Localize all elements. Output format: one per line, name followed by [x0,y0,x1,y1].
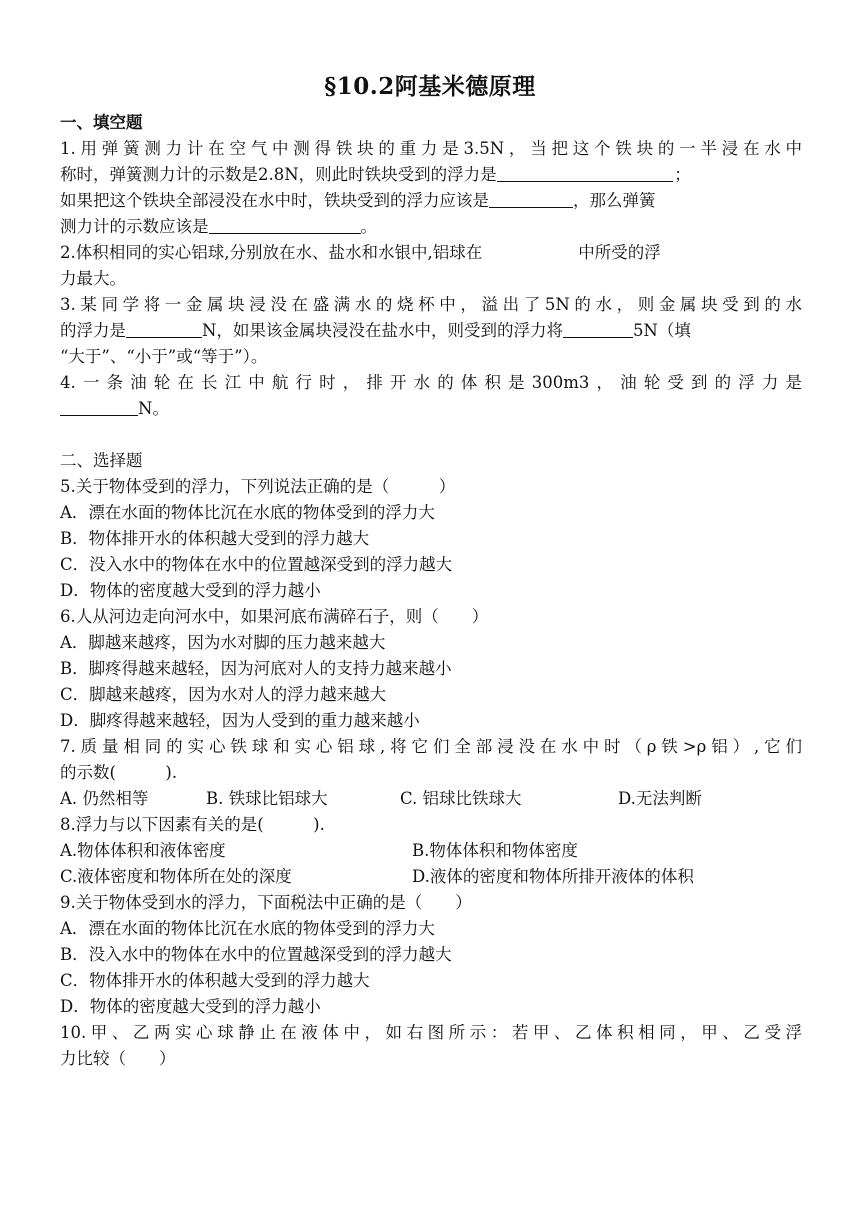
q3-line-3: “大于”、“小于”或“等于”）。 [60,347,268,366]
q6-stem: 6.人从河边走向河水中，如果河底布满碎石子，则（ ） [60,607,489,626]
q7-option-b[interactable]: B. 铁球比铝球大 [206,789,328,808]
q5-option-c[interactable]: C．没入水中的物体在水中的位置越深受到的浮力越大 [60,555,453,574]
q8-stem: 8.浮力与以下因素有关的是( ). [60,815,325,834]
answer-blank[interactable] [60,399,138,416]
document-body [60,110,802,1072]
q2-line-1: 2.体积相同的实心铝球,分别放在水、盐水和水银中,铝球在 中所受的浮 [60,243,661,262]
q5-option-a[interactable]: A．漂在水面的物体比沉在水底的物体受到的浮力大 [60,503,435,522]
q4-line-2: N。 [60,396,802,422]
answer-blank[interactable] [126,321,202,338]
q3-line-1: 3.某同学将一金属块浸没在盛满水的烧杯中，溢出了5N的水，则金属块受到的水 [60,295,802,314]
q10-line-1: 10.甲、乙两实心球静止在液体中，如右图所示：若甲、乙体积相同，甲、乙受浮 [60,1023,802,1042]
q5-stem: 5.关于物体受到的浮力，下列说法正确的是（ ） [60,477,456,496]
answer-blank[interactable] [489,191,573,208]
q8-option-d[interactable]: D.液体的密度和物体所排开液体的体积 [412,867,694,886]
section-heading-choice: 二、选择题 [60,451,143,470]
q9-option-a[interactable]: A．漂在水面的物体比沉在水底的物体受到的浮力大 [60,919,435,938]
q8-option-c[interactable]: C.液体密度和物体所在处的深度 [60,867,292,886]
q1-line-2: 称时，弹簧测力计的示数是2.8N，则此时铁块受到的浮力是 ； [60,165,691,184]
q3-line-2: 的浮力是 N，如果该金属块浸没在盐水中，则受到的浮力将 5N（填 [60,321,691,340]
q5-option-d[interactable]: D．物体的密度越大受到的浮力越小 [60,581,321,600]
q7-options [60,786,802,812]
q1-line-4: 测力计的示数应该是 。 [60,217,377,236]
q6-option-c[interactable]: C．脚越来越疼，因为水对人的浮力越来越大 [60,685,387,704]
section-heading-fill-in: 一、填空题 [60,113,143,132]
q9-option-c[interactable]: C．物体排开水的体积越大受到的浮力越大 [60,971,370,990]
answer-blank[interactable] [497,165,673,182]
q9-option-b[interactable]: B．没入水中的物体在水中的位置越深受到的浮力越大 [60,945,452,964]
q9-option-d[interactable]: D．物体的密度越大受到的浮力越小 [60,997,321,1016]
q8-option-a[interactable]: A.物体体积和液体密度 [60,841,226,860]
q8-options-row-2 [60,864,802,890]
q7-stem-line-1: 7.质量相同的实心铁球和实心铝球,将它们全部浸没在水中时（ρ铁>ρ铝）,它们 [60,737,802,756]
q7-stem-line-2: 的示数( ). [60,763,178,782]
answer-blank[interactable] [209,217,361,234]
q7-option-c[interactable]: C. 铝球比铁球大 [400,789,522,808]
answer-blank[interactable] [563,321,633,338]
q6-option-d[interactable]: D．脚疼得越来越轻，因为人受到的重力越来越小 [60,711,420,730]
q6-option-b[interactable]: B．脚疼得越来越轻，因为河底对人的支持力越来越小 [60,659,452,678]
q2-line-2: 力最大。 [60,269,126,288]
q4-line-1: 4.一条油轮在长江中航行时，排开水的体积是300m3，油轮受到的浮力是 [60,373,802,392]
q10-line-2: 力比较（ ） [60,1049,176,1068]
q5-option-b[interactable]: B．物体排开水的体积越大受到的浮力越大 [60,529,370,548]
q1-line-1: 1.用弹簧测力计在空气中测得铁块的重力是3.5N，当把这个铁块的一半浸在水中 [60,139,802,158]
q9-stem: 9.关于物体受到水的浮力，下面税法中正确的是（ ） [60,893,472,912]
q6-option-a[interactable]: A．脚越来越疼，因为水对脚的压力越来越大 [60,633,386,652]
q8-options-row-1 [60,838,802,864]
q8-option-b[interactable]: B.物体体积和物体密度 [412,841,578,860]
q1-line-3: 如果把这个铁块全部浸没在水中时，铁块受到的浮力应该是 ，那么弹簧 [60,191,656,210]
page-title: §10.2阿基米德原理 [324,73,536,100]
q7-option-d[interactable]: D.无法判断 [618,789,702,808]
q7-option-a[interactable]: A. 仍然相等 [60,789,149,808]
